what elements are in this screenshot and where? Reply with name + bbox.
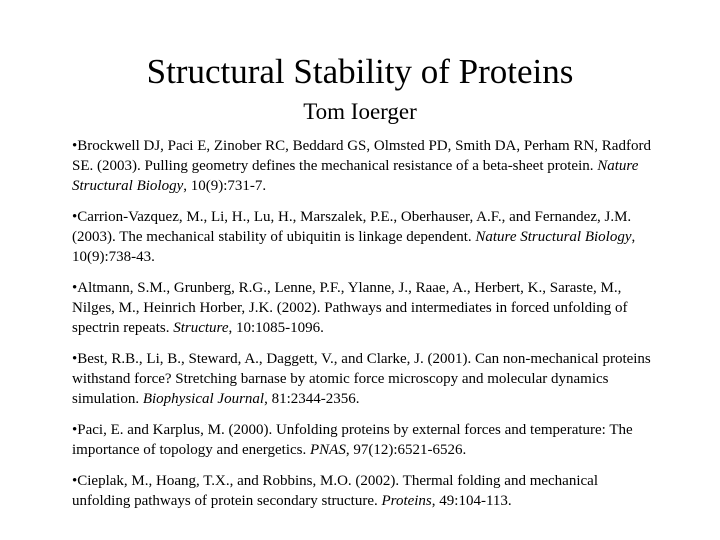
reference-text: •Best, R.B., Li, B., Steward, A., Daggett, V., and Clarke, J. (2001). Can non-mechanical proteins withstand force? Stretching barnase by atomic force microscopy and molecular dynamics simulation. [72,351,651,407]
reference-text: •Brockwell DJ, Paci E, Zinober RC, Beddard GS, Olmsted PD, Smith DA, Perham RN, Radford SE. (2003). Pulling geometry defines the mechanical resistance of a beta-sheet protein. [72,138,651,174]
reference-item [72,349,652,409]
reference-item [72,471,652,511]
reference-citation: , 10(9):738-43. [72,229,636,265]
reference-citation: , 97(12):6521-6526. [345,442,467,458]
reference-item [72,207,652,267]
journal-name: Nature Structural Biology [475,229,632,245]
journal-name: PNAS [310,442,346,458]
reference-citation: , 49:104-113. [431,493,512,509]
journal-name: Structure [173,320,229,336]
slide-title: Structural Stability of Proteins [146,52,574,91]
reference-item [72,136,652,196]
reference-list [72,136,652,522]
journal-name: Biophysical Journal [142,391,265,407]
author-name: Tom Ioerger [303,99,417,124]
journal-name: Nature Structural Biology [72,158,639,194]
reference-item [72,420,652,460]
reference-text: •Carrion-Vazquez, M., Li, H., Lu, H., Marszalek, P.E., Oberhauser, A.F., and Fernandez, J.M. (2003). The mechanical stability of ubiquitin is linkage dependent. [72,209,632,245]
reference-citation: , 81:2344-2356. [264,391,360,407]
reference-citation: , 10:1085-1096. [228,320,324,336]
reference-citation: , 10(9):731-7. [183,178,267,194]
reference-text: •Paci, E. and Karplus, M. (2000). Unfolding proteins by external forces and temperature: The importance of topology and energetics. [72,422,633,458]
reference-item [72,278,652,338]
reference-text: •Cieplak, M., Hoang, T.X., and Robbins, M.O. (2002). Thermal folding and mechanical unfolding pathways of protein secondary structure. [72,473,598,509]
reference-text: •Altmann, S.M., Grunberg, R.G., Lenne, P.F., Ylanne, J., Raae, A., Herbert, K., Saraste, M., Nilges, M., Heinrich Horber, J.K. (2002). Pathways and intermediates in forced unfolding of spectrin repeats. [72,280,628,336]
journal-name: Proteins [381,493,432,509]
